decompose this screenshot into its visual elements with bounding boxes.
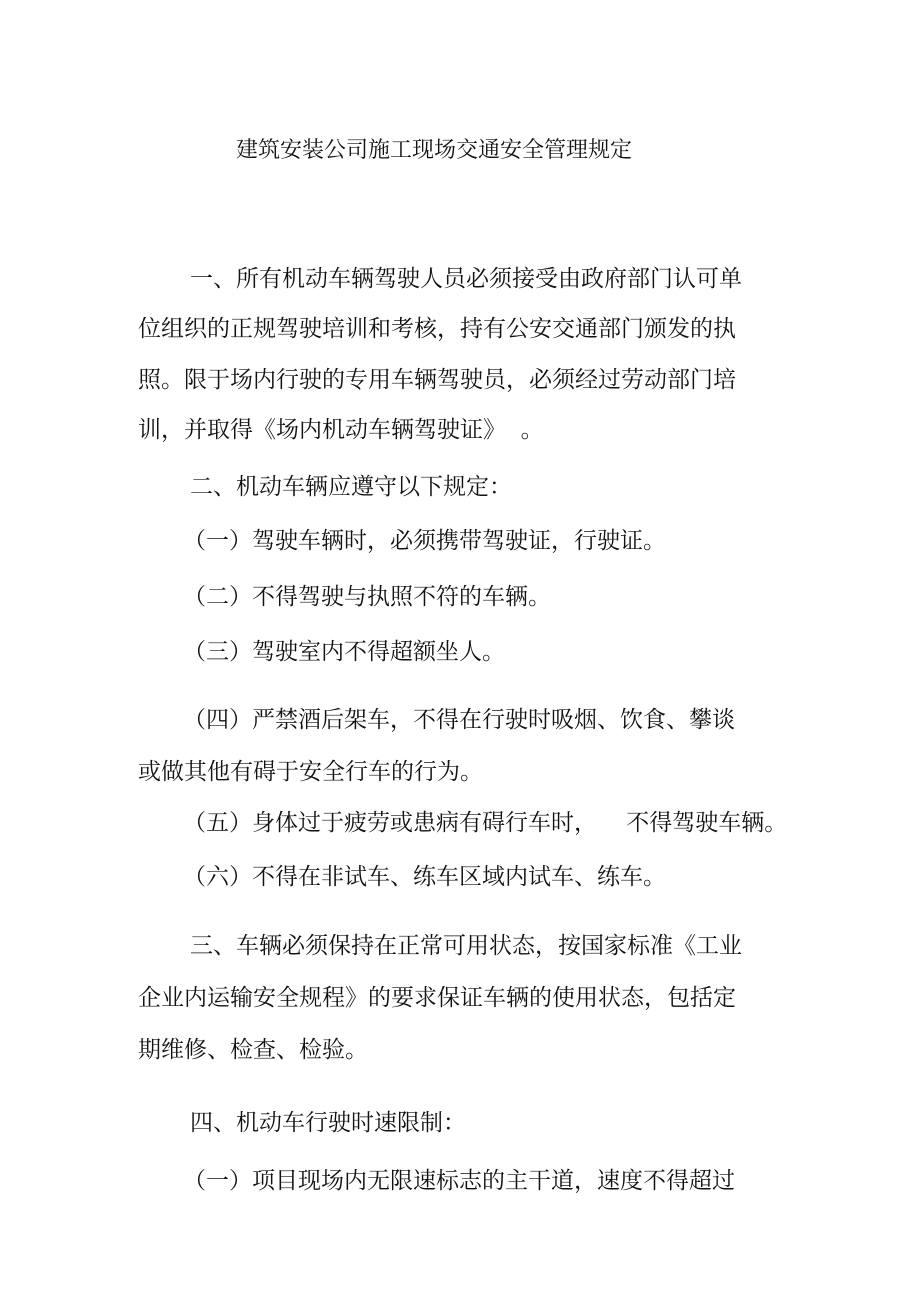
paragraph-line: 一、所有机动车辆驾驶人员必须接受由政府部门认可单 — [190, 266, 742, 292]
list-item: （一）项目现场内无限速标志的主干道，速度不得超过 — [183, 1168, 735, 1194]
list-item: （四）严禁酒后架车，不得在行驶时吸烟、饮食、攀谈 — [183, 707, 735, 733]
list-item: （六）不得在非试车、练车区域内试车、练车。 — [183, 864, 666, 890]
paragraph-line: 训，并取得《场内机动车辆驾驶证》 。 — [138, 417, 544, 443]
list-item: 或做其他有碍于安全行车的行为。 — [138, 759, 483, 785]
document-title: 建筑安装公司施工现场交通安全管理规定 — [236, 138, 633, 163]
paragraph-line: 企业内运输安全规程》的要求保证车辆的使用状态，包括定 — [138, 985, 736, 1011]
section-heading: 二、机动车辆应遵守以下规定： — [190, 474, 512, 500]
section-heading: 四、机动车行驶时速限制： — [190, 1110, 466, 1136]
paragraph-line: 三、车辆必须保持在正常可用状态，按国家标准《工业 — [190, 933, 742, 959]
list-item: （二）不得驾驶与执照不符的车辆。 — [183, 584, 551, 610]
list-item: （五）身体过于疲劳或患病有碍行车时， 不得驾驶车辆。 — [183, 810, 788, 836]
list-item: （三）驾驶室内不得超额坐人。 — [183, 639, 505, 665]
paragraph-line: 照。限于场内行驶的专用车辆驾驶员，必须经过劳动部门培 — [138, 367, 736, 393]
paragraph-line: 位组织的正规驾驶培训和考核，持有公安交通部门颁发的执 — [138, 316, 736, 342]
paragraph-line: 期维修、检查、检验。 — [138, 1037, 368, 1063]
list-item: （一）驾驶车辆时，必须携带驾驶证，行驶证。 — [183, 528, 666, 554]
